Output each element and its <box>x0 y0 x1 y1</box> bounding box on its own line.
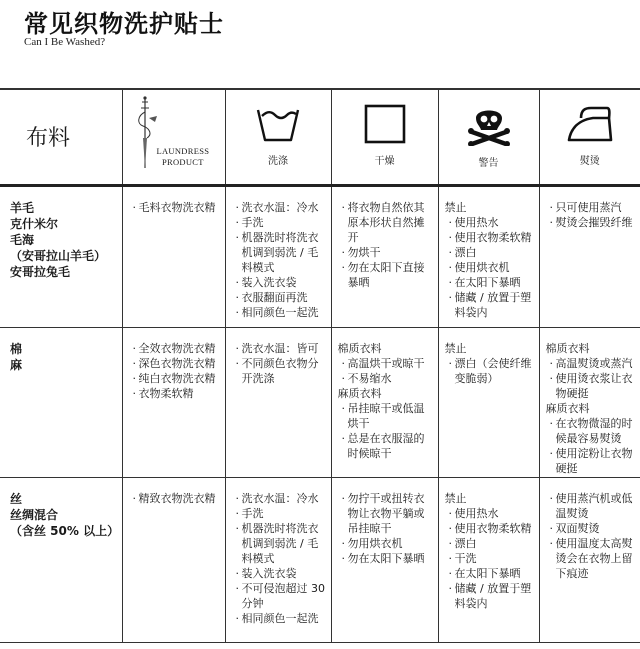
table-row <box>0 478 640 643</box>
list-item: · 使用衣物柔软精 <box>445 230 535 245</box>
list-item: · 勿用烘衣机 <box>338 536 434 551</box>
iron-heading-linen: 麻质衣料 <box>545 401 590 415</box>
wash-column-header <box>225 89 331 185</box>
list-item: · 储藏 / 放置于塑料袋内 <box>445 581 535 611</box>
wash-cell <box>225 327 331 477</box>
list-item: · 使用热水 <box>445 506 535 521</box>
list-item: · 机器洗时将洗衣机调到弱洗 / 毛料模式 <box>232 230 327 275</box>
list-item: · 吊挂晾干或低温烘干 <box>338 401 434 431</box>
iron-cell <box>539 185 640 327</box>
iron-cell <box>539 327 640 477</box>
brand-name-line1: LAUNDRESS <box>156 146 210 156</box>
list-item: · 漂白（会使纤维变脆弱） <box>445 356 535 386</box>
product-cell <box>122 185 225 327</box>
list-item: · 装入洗衣袋 <box>232 566 327 581</box>
list-item: · 漂白 <box>445 245 535 260</box>
skull-crossbones-icon <box>466 104 512 146</box>
list-item: · 勿在太阳下暴晒 <box>338 551 434 566</box>
iron-icon <box>565 104 615 144</box>
care-table <box>0 88 640 643</box>
dry-square-icon <box>364 104 406 144</box>
list-item: · 毛料衣物洗衣精 <box>129 200 221 215</box>
dry-column-label: 干燥 <box>374 156 395 167</box>
list-item: · 勿在太阳下直接暴晒 <box>338 260 434 290</box>
list-item: · 使用温度太高熨烫会在衣物上留下痕迹 <box>546 536 637 581</box>
list-item: · 干洗 <box>445 551 535 566</box>
iron-heading-cotton: 棉质衣料 <box>545 341 590 355</box>
list-item: · 洗衣水温：皆可 <box>232 341 327 356</box>
list-item: · 机器洗时将洗衣机调到弱洗 / 毛料模式 <box>232 521 327 566</box>
list-item: · 纯白衣物洗衣精 <box>129 371 221 386</box>
iron-cell <box>539 478 640 643</box>
list-item: · 在太阳下暴晒 <box>445 275 535 290</box>
list-item: · 漂白 <box>445 536 535 551</box>
dry-cell <box>331 478 438 643</box>
iron-column-label: 熨烫 <box>579 156 600 167</box>
list-item: · 洗衣水温：冷水 <box>232 200 327 215</box>
fabric-cell: 羊毛 克什米尔 毛海 （安哥拉山羊毛） 安哥拉兔毛 <box>10 200 107 279</box>
page-subtitle: Can I Be Washed? <box>24 36 106 48</box>
wash-tub-icon <box>255 104 301 144</box>
warning-heading: 禁止 <box>444 200 467 214</box>
list-item: · 不可侵泡超过 30 分钟 <box>232 581 327 611</box>
wash-column-label: 洗涤 <box>268 156 288 167</box>
list-item: · 只可使用蒸汽 <box>546 200 637 215</box>
list-item: · 手洗 <box>232 215 327 230</box>
list-item: · 将衣物自然依其原本形状自然摊开 <box>338 200 434 245</box>
fabric-cell: 丝 丝绸混合 （含丝 50% 以上） <box>10 492 120 539</box>
product-cell <box>122 327 225 477</box>
page-title: 常见织物洗护贴士 <box>24 9 224 38</box>
list-item: · 使用烘衣机 <box>445 260 535 275</box>
list-item: · 使用蒸汽机或低温熨烫 <box>546 491 637 521</box>
fabric-column-header: 布料 <box>0 89 122 185</box>
list-item: · 双面熨烫 <box>546 521 637 536</box>
warning-cell <box>438 185 539 327</box>
list-item: · 勿拧干或扭转衣物让衣物平躺或吊挂晾干 <box>338 491 434 536</box>
list-item: · 总是在衣服湿的时候晾干 <box>338 431 434 461</box>
iron-column-header <box>539 89 640 185</box>
list-item: · 洗衣水温：冷水 <box>232 491 327 506</box>
table-row <box>0 185 640 327</box>
list-item: · 勿烘干 <box>338 245 434 260</box>
warning-cell <box>438 478 539 643</box>
warning-heading: 禁止 <box>444 341 467 355</box>
header-row <box>0 89 640 185</box>
list-item: · 高温烘干或晾干 <box>338 356 434 371</box>
list-item: · 高温熨烫或蒸汽 <box>546 356 637 371</box>
warning-column-label: 警告 <box>478 158 499 169</box>
warning-heading: 禁止 <box>444 492 467 506</box>
dry-column-header <box>331 89 438 185</box>
list-item: · 使用淀粉让衣物硬挺 <box>546 446 637 476</box>
list-item: · 相同颜色一起洗 <box>232 305 327 320</box>
list-item: · 不易缩水 <box>338 371 434 386</box>
list-item: · 储藏 / 放置于塑料袋内 <box>445 290 535 320</box>
dry-cell <box>331 185 438 327</box>
warning-cell <box>438 327 539 477</box>
warning-column-header <box>438 89 539 185</box>
list-item: · 精致衣物洗衣精 <box>129 491 221 506</box>
wash-cell <box>225 185 331 327</box>
dry-heading-cotton: 棉质衣料 <box>337 341 382 355</box>
brand-column-header <box>122 89 225 185</box>
list-item: · 深色衣物洗衣精 <box>129 356 221 371</box>
list-item: · 使用衣物柔软精 <box>445 521 535 536</box>
product-cell <box>122 478 225 643</box>
list-item: · 熨烫会摧毁纤维 <box>546 215 637 230</box>
list-item: · 手洗 <box>232 506 327 521</box>
list-item: · 在衣物微湿的时候最容易熨烫 <box>546 416 637 446</box>
table-row <box>0 327 640 477</box>
list-item: · 使用热水 <box>445 215 535 230</box>
list-item: · 装入洗衣袋 <box>232 275 327 290</box>
list-item: · 衣物柔软精 <box>129 386 221 401</box>
list-item: · 全效衣物洗衣精 <box>129 341 221 356</box>
wash-cell <box>225 478 331 643</box>
list-item: · 衣服翻面再洗 <box>232 290 327 305</box>
list-item: · 使用烫衣浆让衣物硬挺 <box>546 371 637 401</box>
brand-name-line2: PRODUCT <box>161 157 204 167</box>
list-item: · 相同颜色一起洗 <box>232 611 327 626</box>
dry-cell <box>331 327 438 477</box>
fabric-cell: 棉 麻 <box>10 341 23 372</box>
dry-heading-linen: 麻质衣料 <box>337 386 382 400</box>
list-item: · 不同颜色衣物分开洗涤 <box>232 356 327 386</box>
list-item: · 在太阳下暴晒 <box>445 566 535 581</box>
